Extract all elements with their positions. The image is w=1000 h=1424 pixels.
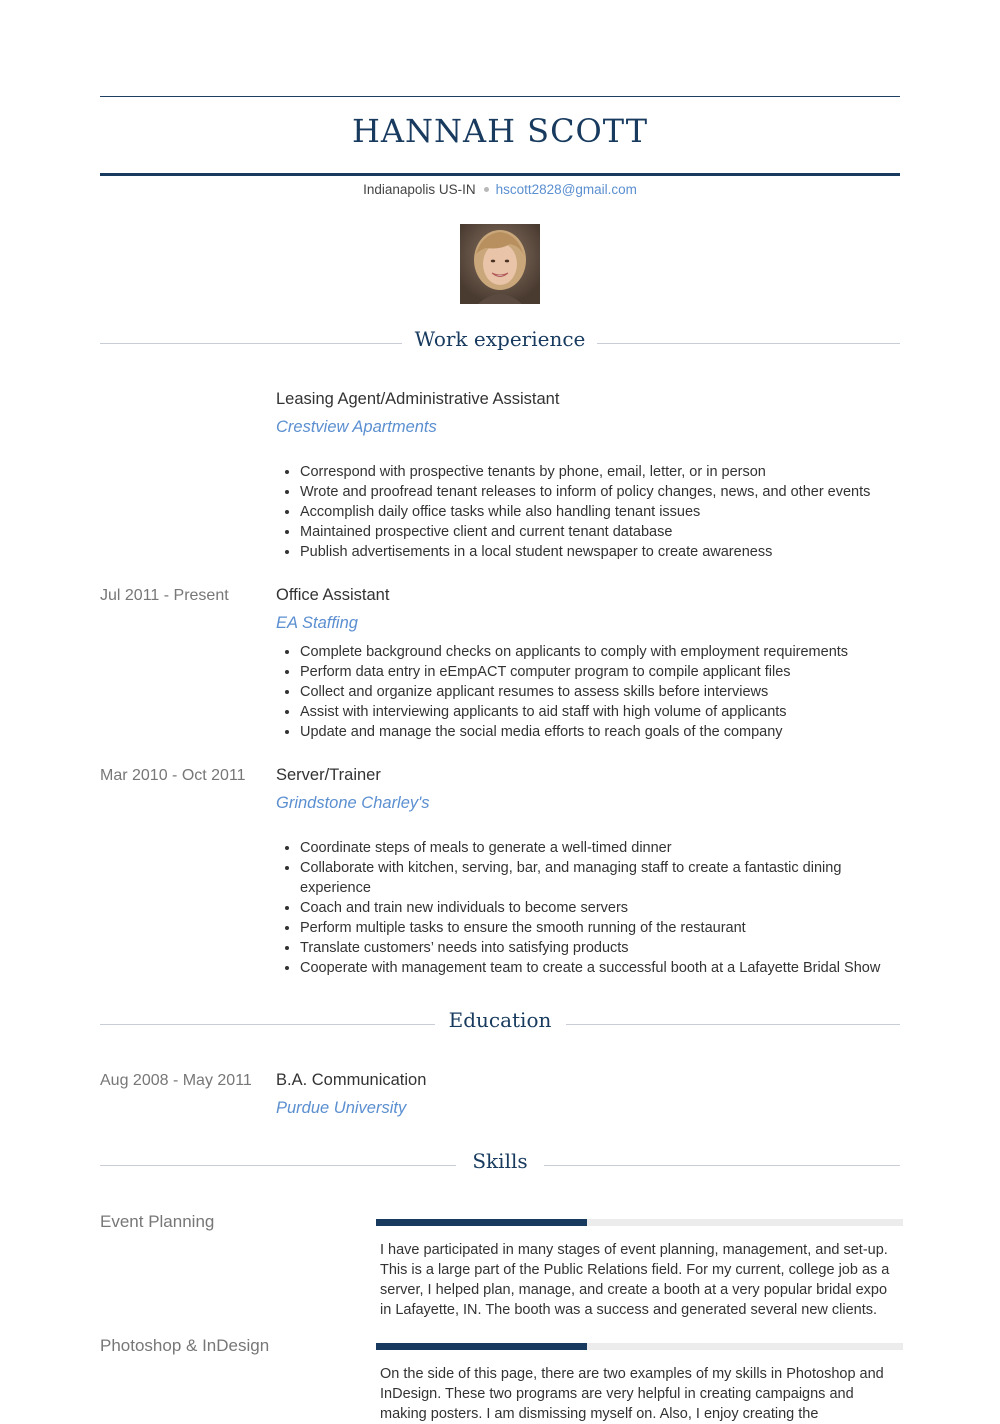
skill-description: I have participated in many stages of event planning, management, and set-up. This is a large part of the Public Relations field. For my current, college job as a server, I helped plan, manage, and create a booth at a very popular bridal expo in Lafayette, IN. The booth was a success and generated several new clients. (380, 1242, 890, 1318)
section-title-work: Work experience (414, 327, 586, 351)
separator-dot-icon (484, 187, 489, 192)
section-heading-skills (100, 1149, 900, 1179)
list-item: • Accomplish daily office tasks while also handling tenant issues (300, 502, 900, 522)
list-item: • Perform data entry in eEmpACT computer program to compile applicant files (300, 662, 900, 682)
job-bullets (300, 838, 900, 978)
company-name: Grindstone Charley's (276, 794, 430, 812)
company-name: EA Staffing (276, 614, 358, 632)
list-item: • Collaborate with kitchen, serving, bar, and managing staff to create a fantastic dining experience (300, 858, 900, 898)
skill-name: Photoshop & InDesign (100, 1336, 270, 1355)
heading-rule-right (544, 1165, 900, 1166)
skill-level-bar (376, 1343, 903, 1350)
list-item: • Update and manage the social media efforts to reach goals of the company (300, 722, 900, 742)
job-date: Jul 2011 - Present (100, 587, 229, 604)
list-item: • Assist with interviewing applicants to aid staff with high volume of applicants (300, 702, 900, 722)
heading-rule-right (566, 1024, 900, 1025)
contact-line (100, 182, 900, 197)
location-text: Indianapolis US-IN (363, 182, 476, 197)
resume-page (100, 0, 900, 1422)
list-item: • Coach and train new individuals to become servers (300, 898, 900, 918)
list-item: • Translate customers’ needs into satisfying products (300, 938, 900, 958)
header-top-rule (100, 96, 900, 97)
list-item: • Collect and organize applicant resumes to assess skills before interviews (300, 682, 900, 702)
job-bullets (300, 462, 900, 562)
school-name: Purdue University (276, 1099, 407, 1117)
job-title: Server/Trainer (276, 766, 381, 784)
section-heading-work (100, 327, 900, 357)
candidate-name: HANNAH SCOTT (351, 112, 649, 150)
list-item: • Publish advertisements in a local student newspaper to create awareness (300, 542, 900, 562)
list-item: • Wrote and proofread tenant releases to inform of policy changes, news, and other events (300, 482, 900, 502)
company-name: Crestview Apartments (276, 418, 437, 436)
heading-rule-right (597, 343, 900, 344)
list-item: • Coordinate steps of meals to generate a well-timed dinner (300, 838, 900, 858)
skill-description: On the side of this page, there are two examples of my skills in Photoshop and InDesign. These two programs are very helpful in creating campaigns and making posters. I am dismissing myself on. Also, I enjoy creating the (380, 1366, 884, 1422)
email-link[interactable]: hscott2828@gmail.com (495, 182, 637, 197)
list-item: • Complete background checks on applicants to comply with employment requirements (300, 642, 900, 662)
list-item: • Correspond with prospective tenants by phone, email, letter, or in person (300, 462, 900, 482)
skill-name: Event Planning (100, 1212, 215, 1231)
education-date: Aug 2008 - May 2011 (100, 1072, 252, 1089)
degree-title: B.A. Communication (276, 1071, 427, 1089)
job-date: Mar 2010 - Oct 2011 (100, 767, 246, 784)
list-item: • Perform multiple tasks to ensure the smooth running of the restaurant (300, 918, 900, 938)
section-title-skills: Skills (472, 1149, 528, 1173)
job-bullets (300, 642, 900, 742)
list-item: • Maintained prospective client and current tenant database (300, 522, 900, 542)
header-bottom-rule (100, 173, 900, 176)
avatar (460, 224, 540, 304)
skill-level-bar (376, 1219, 903, 1226)
job-title: Leasing Agent/Administrative Assistant (276, 390, 560, 408)
list-item: • Cooperate with management team to create a successful booth at a Lafayette Bridal Show (300, 958, 900, 978)
section-heading-education (100, 1008, 900, 1038)
profile-photo (460, 224, 540, 304)
section-title-education: Education (448, 1008, 552, 1032)
skill-level-fill (376, 1219, 587, 1226)
job-title: Office Assistant (276, 586, 390, 604)
skill-level-fill (376, 1343, 587, 1350)
